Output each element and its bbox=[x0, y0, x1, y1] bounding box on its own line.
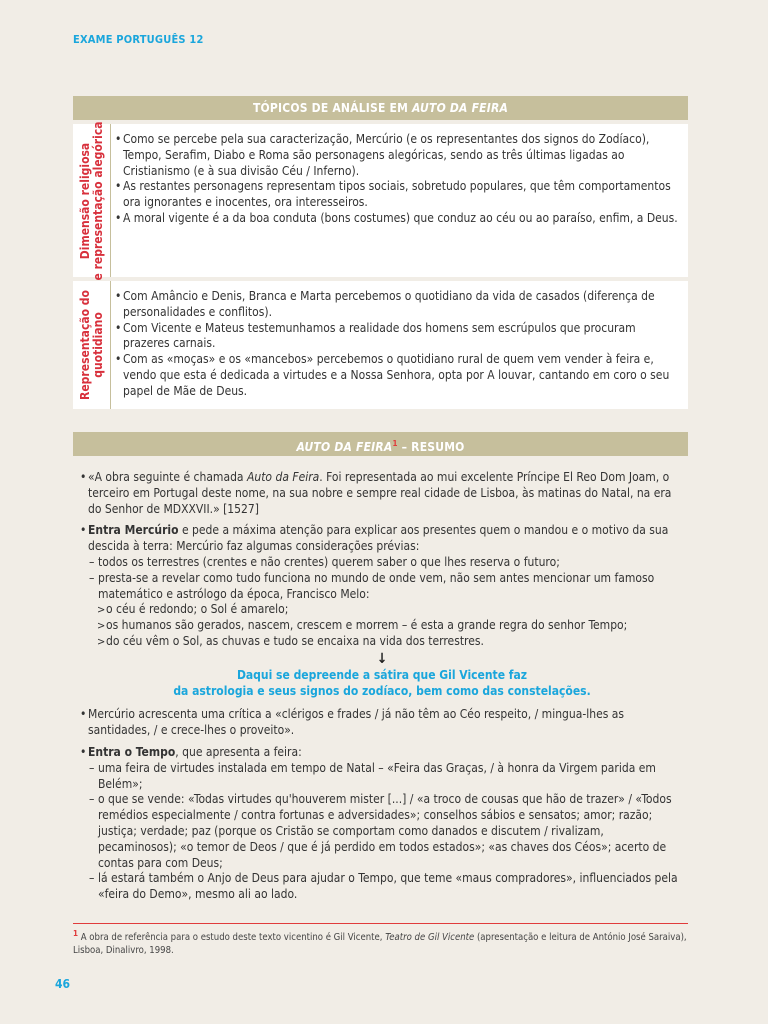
list-item: • Com Vicente e Mateus testemunhamos a realidade dos homens sem escrúpulos que procuram prazeres carnais. bbox=[115, 321, 680, 353]
summary-title-band bbox=[73, 432, 688, 456]
list-item: – o que se vende: «Todas virtudes qu'houverem mister [...] / «a troco de cousas que hão de trazer» / «Todos remédios especialmente / contra fortunas e adversidades»; conselhos sábios e sensatos; amor; razão; justiça; verdade; paz (porque os Cristão se comportam como danados e discutem / rivalizam, pecaminosos); «o temor de Deos / que é já perdido em todos estados»; «as chaves dos Céos»; acerto de contas para com Deus; bbox=[80, 792, 684, 871]
list-item: • As restantes personagens representam tipos sociais, sobretudo populares, que têm comportamentos ora ignorantes e inocentes, ora interesseiros. bbox=[115, 179, 680, 211]
topics-title-band bbox=[73, 96, 688, 120]
highlight-callout: Daqui se depreende a sátira que Gil Vicente faz da astrologia e seus signos do zodíaco, bem como das constelações. bbox=[173, 667, 591, 698]
footnote-ref: 1 bbox=[392, 439, 398, 448]
list-item: • Com Amâncio e Denis, Branca e Marta percebemos o quotidiano da vida de casados (diferença de personalidades e conflitos). bbox=[115, 289, 680, 321]
footnote: $^1$ A obra de referência para o estudo deste texto vicentino é Gil Vicente, Teatro de Gil Vicente (apresentação e leitura de António José Saraiva), Lisboa, Dinalivro, 1998. bbox=[73, 929, 687, 956]
list-item: > o céu é redondo; o Sol é amarelo; bbox=[80, 602, 684, 618]
list-item: • Como se percebe pela sua caracterização, Mercúrio (e os representantes dos signos do Zodíaco), Tempo, Serafim, Diabo e Roma são personagens alegóricas, sendo as três últimas ligadas ao Cristianismo (e à sua divisão Céu / Inferno). bbox=[115, 132, 680, 179]
list-item: – uma feira de virtudes instalada em tempo de Natal – «Feira das Graças, / à honra da Virgem parida em Belém»; bbox=[80, 761, 684, 793]
page-number: 46 bbox=[55, 977, 71, 991]
summary-paragraph: • Entra o Tempo, que apresenta a feira: bbox=[80, 745, 684, 761]
topic-label-line: Dimensão religiosa bbox=[77, 142, 92, 259]
topic-row-label bbox=[73, 120, 111, 281]
summary-title-text: – RESUMO bbox=[397, 440, 465, 454]
topics-title-text: TÓPICOS DE ANÁLISE EM bbox=[252, 101, 413, 115]
summary-body bbox=[80, 470, 684, 903]
list-item: – presta-se a revelar como tudo funciona no mundo de onde vem, não sem antes mencionar um famoso matemático e astrólogo da época, Francisco Melo: bbox=[80, 571, 684, 603]
list-item: – lá estará também o Anjo de Deus para ajudar o Tempo, que teme «maus compradores», influenciados pela «feira do Demo», mesmo ali ao lado. bbox=[80, 871, 684, 903]
list-item: > os humanos são gerados, nascem, crescem e morrem – é esta a grande regra do senhor Tempo; bbox=[80, 618, 684, 634]
list-item: • Com as «moças» e os «mancebos» percebemos o quotidiano rural de quem vem vender à feira e, vendo que esta é dedicada a virtudes e a Nossa Senhora, opta por A louvar, cantando em coro o seu papel de Mãe de Deus. bbox=[115, 352, 680, 399]
summary-paragraph: • Mercúrio acrescenta uma crítica a «clérigos e frades / já não têm ao Céo respeito, / mingua-lhes as santidades, / e crece-lhes o proveito». bbox=[80, 707, 684, 739]
list-item: > do céu vêm o Sol, as chuvas e tudo se encaixa na vida dos terrestres. bbox=[80, 634, 684, 650]
topic-label-line: e representação alegórica bbox=[90, 120, 105, 281]
topics-title-italic: AUTO DA FEIRA bbox=[412, 101, 509, 115]
footnote-divider bbox=[73, 923, 688, 924]
list-item: • A moral vigente é a da boa conduta (bons costumes) que conduz ao céu ou ao paraíso, enfim, a Deus. bbox=[115, 211, 680, 227]
topic-row-religiosa bbox=[73, 120, 688, 281]
list-item: – todos os terrestres (crentes e não crentes) querem saber o que lhes reserva o futuro; bbox=[80, 555, 684, 571]
summary-paragraph: • «A obra seguinte é chamada Auto da Feira. Foi representada ao mui excelente Príncipe El Reo Dom Joam, o terceiro em Portugal deste nome, na sua nobre e sempre real cidade de Lisboa, às matinas do Natal, na era do Senhor de MDXXVII.» [1527] bbox=[80, 470, 684, 517]
summary-paragraph: • Entra Mercúrio e pede a máxima atenção para explicar aos presentes quem o mandou e o motivo da sua descida à terra: Mercúrio faz algumas considerações prévias: bbox=[80, 523, 684, 555]
summary-title-italic: AUTO DA FEIRA bbox=[296, 440, 393, 454]
arrow-down-icon: ↓ bbox=[376, 650, 388, 667]
topic-row-label bbox=[73, 281, 111, 409]
topic-label-line: Representação do bbox=[77, 290, 92, 400]
running-header: EXAME PORTUGUÊS 12 bbox=[73, 33, 204, 46]
topic-label-line: quotidiano bbox=[90, 312, 105, 378]
topic-row-body bbox=[115, 289, 680, 400]
topic-row-quotidiano bbox=[73, 281, 688, 409]
topic-row-body bbox=[115, 132, 680, 227]
